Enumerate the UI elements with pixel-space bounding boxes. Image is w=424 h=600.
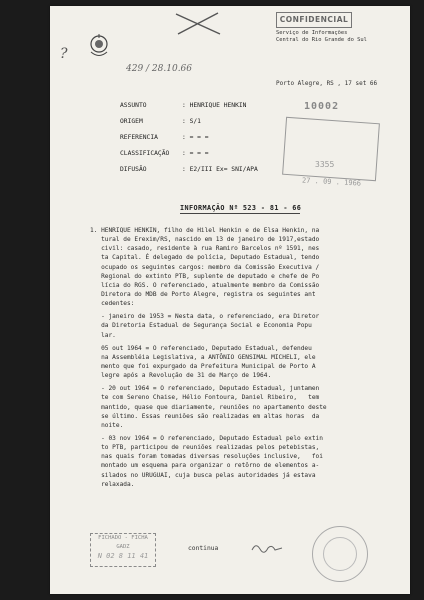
- body-line: Diretora do MDB de Porto Alegre, registra os seguintes ant: [90, 290, 316, 298]
- field-origem: ORIGEM : S/1: [120, 118, 201, 125]
- body-line: - 03 nov 1964 = O referenciado, Deputado Estadual pelo extin: [90, 434, 323, 442]
- body-line: mento que foi expurgado da Prefeitura Municipal de Porto A: [90, 362, 316, 370]
- question-mark: ?: [60, 46, 68, 62]
- received-stamp-date: 27 . 09 . 1966: [301, 176, 362, 188]
- protocol-number-stamp: 10002: [304, 101, 340, 112]
- field-assunto: ASSUNTO : HENRIQUE HENKIN: [120, 102, 247, 109]
- place-date: Porto Alegre, RS , 17 set 66: [276, 80, 378, 87]
- header-service: Serviço de Informações: [276, 30, 348, 36]
- document-page: [50, 6, 410, 594]
- received-stamp: [282, 117, 380, 181]
- header-central: Central do Rio Grande do Sul: [276, 37, 367, 43]
- received-stamp-number: 3355: [315, 160, 335, 169]
- body-line: - 20 out 1964 = O referenciado, Deputado Estadual, juntamen: [90, 385, 320, 393]
- document-body: [90, 226, 327, 489]
- title-underline: [180, 213, 300, 214]
- body-line: ta Capital. É delegado de polícia, Deputado Estadual, tendo: [90, 254, 320, 262]
- body-line: tural de Erexim/RS, nascido em 13 de janeiro de 1917,estado: [90, 236, 320, 244]
- document-title: INFORMAÇÃO Nº 523 - 81 - 66: [180, 204, 302, 212]
- body-line: nas quais foram tomadas diversas resoluções inclusive, foi: [90, 453, 323, 461]
- confidential-stamp: CONFIDENCIAL: [276, 12, 352, 28]
- body-line: noite.: [90, 421, 124, 429]
- body-line: civil: casado, residente à rua Ramiro Barcelos nº 1591, nes: [90, 245, 320, 253]
- body-line: 1. HENRIQUE HENKIN, filho de Hilel Henkin e de Elsa Henkin, na: [90, 227, 320, 234]
- body-line: te com Sereno Chaise, Hélio Fontoura, Daniel Ribeiro, tem: [90, 394, 320, 402]
- handwritten-number: 429 / 28.10.66: [126, 64, 193, 74]
- coat-of-arms-icon: [88, 32, 110, 58]
- body-line: - janeiro de 1953 = Nesta data, o referenciado, era Diretor: [90, 313, 320, 321]
- body-line: montado um esquema para organizar o retôrno de elementos a-: [90, 462, 320, 470]
- ficha-stamp: FICHADO - FICHA GADZ N 02 8 11 41: [90, 533, 156, 567]
- body-line: ocupado os seguintes cargos: membro da Comissão Executiva /: [90, 263, 320, 271]
- body-line: Regional do extinto PTB, suplente de deputado e chefe de Po: [90, 272, 320, 280]
- body-line: da Diretoria Estadual de Segurança Social e Economia Popu: [90, 322, 312, 330]
- signature: [250, 540, 284, 556]
- body-line: cedentes:: [90, 300, 135, 308]
- body-line: mantido, quase que diariamente, reuniões no apartamento deste: [90, 403, 327, 411]
- body-line: relaxada.: [90, 480, 135, 488]
- strike-mark: [174, 10, 222, 38]
- field-difusao: DIFUSÃO : E2/III Ex= SNI/APA: [120, 166, 258, 173]
- body-line: to PTB, participou de reuniões realizadas pelos petebistas,: [90, 444, 320, 452]
- field-classificacao: CLASSIFICAÇÃO : = = =: [120, 150, 209, 157]
- continua-label: continua: [188, 545, 219, 552]
- body-line: se último. Essas reuniões são realizadas em altas horas da: [90, 412, 320, 420]
- body-line: lícia do RGS. O referenciado, atualmente membro da Comissão: [90, 281, 320, 289]
- body-line: na Assembléia Legislativa, a ANTÔNIO GENSIMAL MICHELI, ele: [90, 353, 316, 361]
- field-referencia: REFERENCIA : = = =: [120, 134, 209, 141]
- body-line: legre após a Revolução de 31 de Março de 1964.: [90, 372, 272, 380]
- body-line: 05 out 1964 = O referenciado, Deputado Estadual, defendeu: [90, 344, 312, 352]
- official-seal: [312, 526, 368, 582]
- body-line: silados no URUGUAI, cuja busca pelas autoridades já estava: [90, 471, 316, 479]
- body-line: lar.: [90, 331, 116, 339]
